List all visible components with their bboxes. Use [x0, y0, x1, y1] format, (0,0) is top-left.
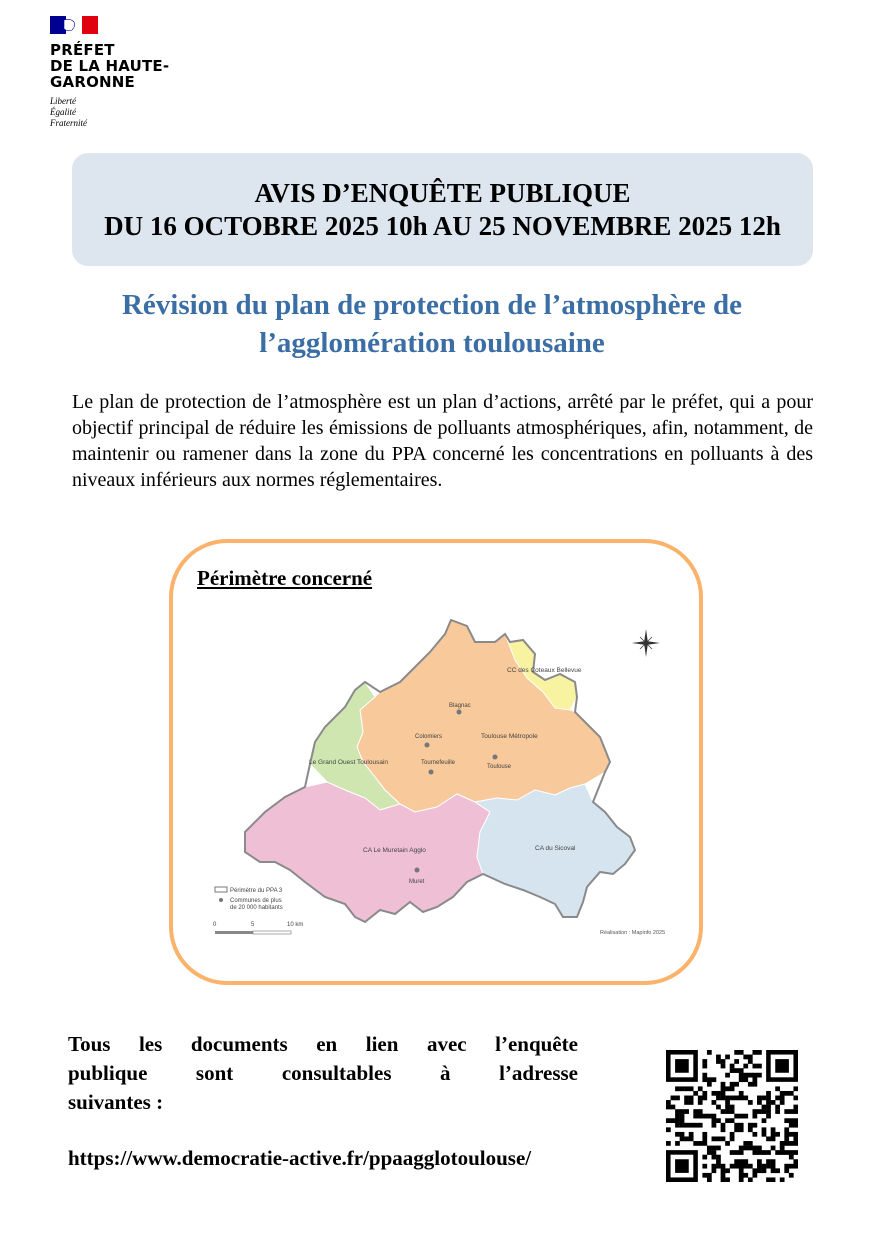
docs-line-3	[68, 1088, 578, 1117]
word: Tous	[68, 1032, 111, 1056]
muret-dot	[415, 868, 420, 873]
page-title	[60, 286, 804, 362]
word: à	[440, 1061, 451, 1085]
label-toulouse-metropole: Toulouse Métropole	[481, 733, 538, 740]
logo-line-2: DE LA HAUTE-	[50, 57, 170, 75]
documents-notice	[68, 1030, 578, 1117]
map-heading: Périmètre concerné	[197, 566, 373, 590]
banner-dates: DU 16 OCTOBRE 2025 10h AU 25 NOVEMBRE 2025 12h	[104, 211, 781, 241]
scale-0: 0	[213, 922, 217, 928]
word: avec	[426, 1032, 467, 1056]
word: suivantes :	[68, 1090, 164, 1114]
blagnac-dot	[457, 710, 462, 715]
label-muretain: CA Le Muretain Agglo	[363, 847, 426, 854]
intro-paragraph: Le plan de protection de l’atmosphère est un plan d’actions, arrêté par le préfet, qui a pour objectif principal de réduire les émissions de polluants atmosphériques, afin, notamment, de maintenir ou ramener dans la zone du PPA concerné les concentrations en polluants à des niveaux inférieurs aux normes réglementaires.	[72, 391, 813, 491]
toulouse-dot	[493, 755, 498, 760]
title-line-1: Révision du plan de protection de l’atmosphère de	[121, 289, 743, 321]
word: consultables	[281, 1061, 392, 1085]
label-blagnac: Blagnac	[449, 703, 471, 709]
word: les	[138, 1032, 163, 1056]
label-muret: Muret	[409, 879, 425, 885]
map-legend	[213, 887, 303, 934]
logo-line-1: PRÉFET	[50, 41, 115, 59]
prefecture-logo	[50, 16, 190, 129]
label-cc: CC des Coteaux Bellevue	[507, 667, 582, 674]
label-tournefeuille: Tournefeuille	[421, 760, 456, 766]
word: sont	[195, 1061, 234, 1085]
tournefeuille-dot	[429, 770, 434, 775]
motto-egalite: Égalité	[50, 107, 76, 117]
scale-10: 10 km	[287, 922, 304, 928]
scale-5: 5	[251, 922, 255, 928]
motto-liberte: Liberté	[50, 96, 76, 106]
notice-banner	[72, 153, 813, 266]
legend-perimeter: Périmètre du PPA 3	[230, 888, 283, 894]
label-sicoval: CA du Sicoval	[535, 845, 576, 852]
republic-motto	[50, 96, 190, 129]
map-credit: Réalisation : Mapinfo 2025	[600, 930, 666, 936]
banner-title: AVIS D’ENQUÊTE PUBLIQUE	[254, 178, 631, 208]
legend-communes: Communes de plus	[230, 898, 282, 904]
compass-rose-icon	[632, 629, 660, 657]
label-toulouse: Toulouse	[487, 764, 512, 770]
scale-bar	[215, 931, 253, 934]
word: lien	[365, 1032, 399, 1056]
label-colomiers: Colomiers	[415, 734, 443, 740]
prefect-name	[50, 42, 190, 90]
word: publique	[68, 1061, 148, 1085]
qr-code-icon[interactable]	[666, 1050, 798, 1182]
consultation-url-link[interactable]: https://www.democratie-active.fr/ppaagglotoulouse/	[68, 1146, 532, 1170]
legend-communes-2: de 20 000 habitants	[230, 905, 283, 911]
label-grand-ouest: Le Grand Ouest Toulousain	[309, 759, 389, 766]
perimeter-map	[205, 612, 675, 942]
colomiers-dot	[425, 743, 430, 748]
motto-fraternite: Fraternité	[50, 118, 87, 128]
word: l’adresse	[499, 1061, 578, 1085]
word: l’enquête	[495, 1032, 578, 1056]
docs-line-1	[68, 1030, 578, 1059]
word: en	[316, 1032, 338, 1056]
docs-line-2	[68, 1059, 578, 1088]
marianne-flag-icon	[50, 16, 98, 34]
logo-line-3: GARONNE	[50, 73, 135, 91]
region-toulouse-metropole	[357, 620, 610, 812]
title-line-2: l’agglomération toulousaine	[259, 327, 605, 359]
word: documents	[190, 1032, 288, 1056]
